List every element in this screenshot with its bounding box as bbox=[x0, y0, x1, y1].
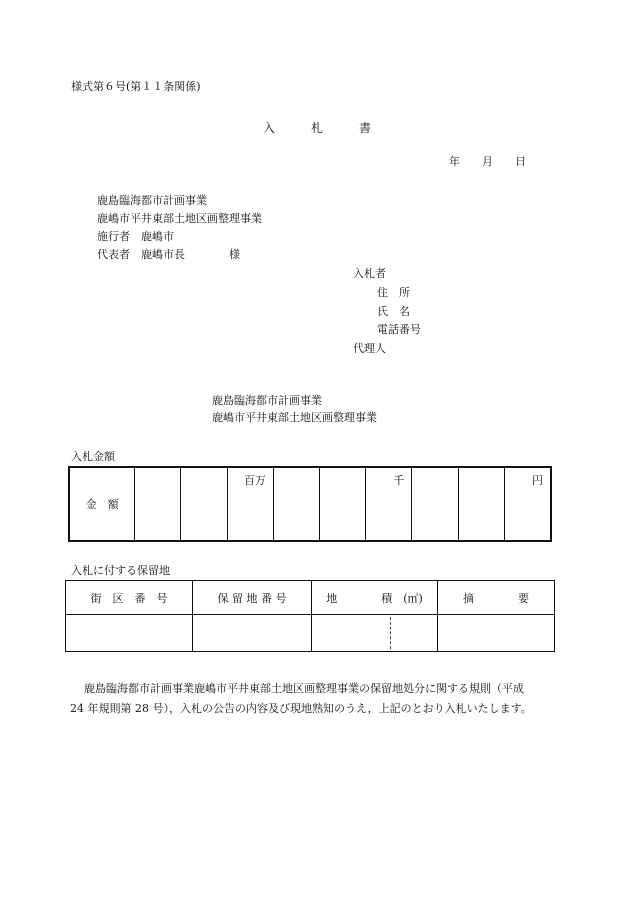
amount-digit-cell[interactable] bbox=[181, 467, 227, 541]
bidder-label: 入札者 bbox=[353, 267, 386, 280]
header-remarks: 摘 要 bbox=[438, 581, 555, 615]
amount-row-label: 金 額 bbox=[69, 467, 135, 541]
form-number: 様式第６号(第１１条関係) bbox=[71, 80, 201, 93]
decimal-divider bbox=[390, 617, 391, 649]
amount-digit-cell[interactable] bbox=[320, 467, 366, 541]
bidder-address-label: 住 所 bbox=[377, 286, 410, 299]
amount-digit-cell[interactable] bbox=[458, 467, 504, 541]
statement-line-2: 24 年規則第 28 号），入札の公告の内容及び現地熟知のうえ，上記のとおり入札いたします。 bbox=[70, 702, 532, 715]
statement-line-1: 鹿島臨海都市計画事業鹿嶋市平井東部土地区画整理事業の保留地処分に関する規則（平成 bbox=[84, 682, 524, 695]
header-reserve-number: 保 留 地 番 号 bbox=[193, 581, 312, 615]
amount-digit-cell[interactable] bbox=[504, 467, 551, 541]
addressee-executor: 施行者 鹿嶋市 bbox=[97, 230, 174, 243]
amount-section-label: 入札金額 bbox=[71, 450, 115, 463]
agent-label: 代理人 bbox=[353, 342, 386, 355]
bidder-name-label: 氏 名 bbox=[377, 305, 410, 318]
reserve-section-label: 入札に付する保留地 bbox=[71, 564, 170, 577]
document-title: 入 札 書 bbox=[263, 121, 372, 135]
project-subname: 鹿嶋市平井東部土地区画整理事業 bbox=[212, 411, 377, 424]
addressee-subproject: 鹿嶋市平井東部土地区画整理事業 bbox=[97, 212, 262, 225]
reserve-land-table bbox=[65, 580, 555, 652]
header-block-number: 街 区 番 号 bbox=[66, 581, 193, 615]
amount-digit-cell[interactable] bbox=[135, 467, 181, 541]
date-line: 年 月 日 bbox=[449, 155, 526, 168]
unit-thousand: 千 bbox=[393, 474, 405, 487]
amount-digit-cell[interactable] bbox=[412, 467, 458, 541]
bidder-phone-label: 電話番号 bbox=[377, 323, 421, 336]
unit-million: 百万 bbox=[243, 474, 266, 487]
unit-yen: 円 bbox=[532, 474, 543, 487]
area-cell[interactable] bbox=[312, 615, 438, 652]
addressee-representative: 代表者 鹿嶋市長 様 bbox=[97, 248, 240, 261]
remarks-cell[interactable] bbox=[438, 615, 555, 652]
amount-digit-cell[interactable] bbox=[366, 467, 412, 541]
header-area: 地 積 (㎡) bbox=[312, 581, 438, 615]
amount-table bbox=[68, 466, 552, 542]
addressee-project: 鹿島臨海都市計画事業 bbox=[97, 194, 207, 207]
amount-digit-cell[interactable] bbox=[273, 467, 319, 541]
block-number-cell[interactable] bbox=[66, 615, 193, 652]
reserve-number-cell[interactable] bbox=[193, 615, 312, 652]
amount-digit-cell[interactable] bbox=[227, 467, 273, 541]
project-name: 鹿島臨海都市計画事業 bbox=[212, 394, 322, 407]
